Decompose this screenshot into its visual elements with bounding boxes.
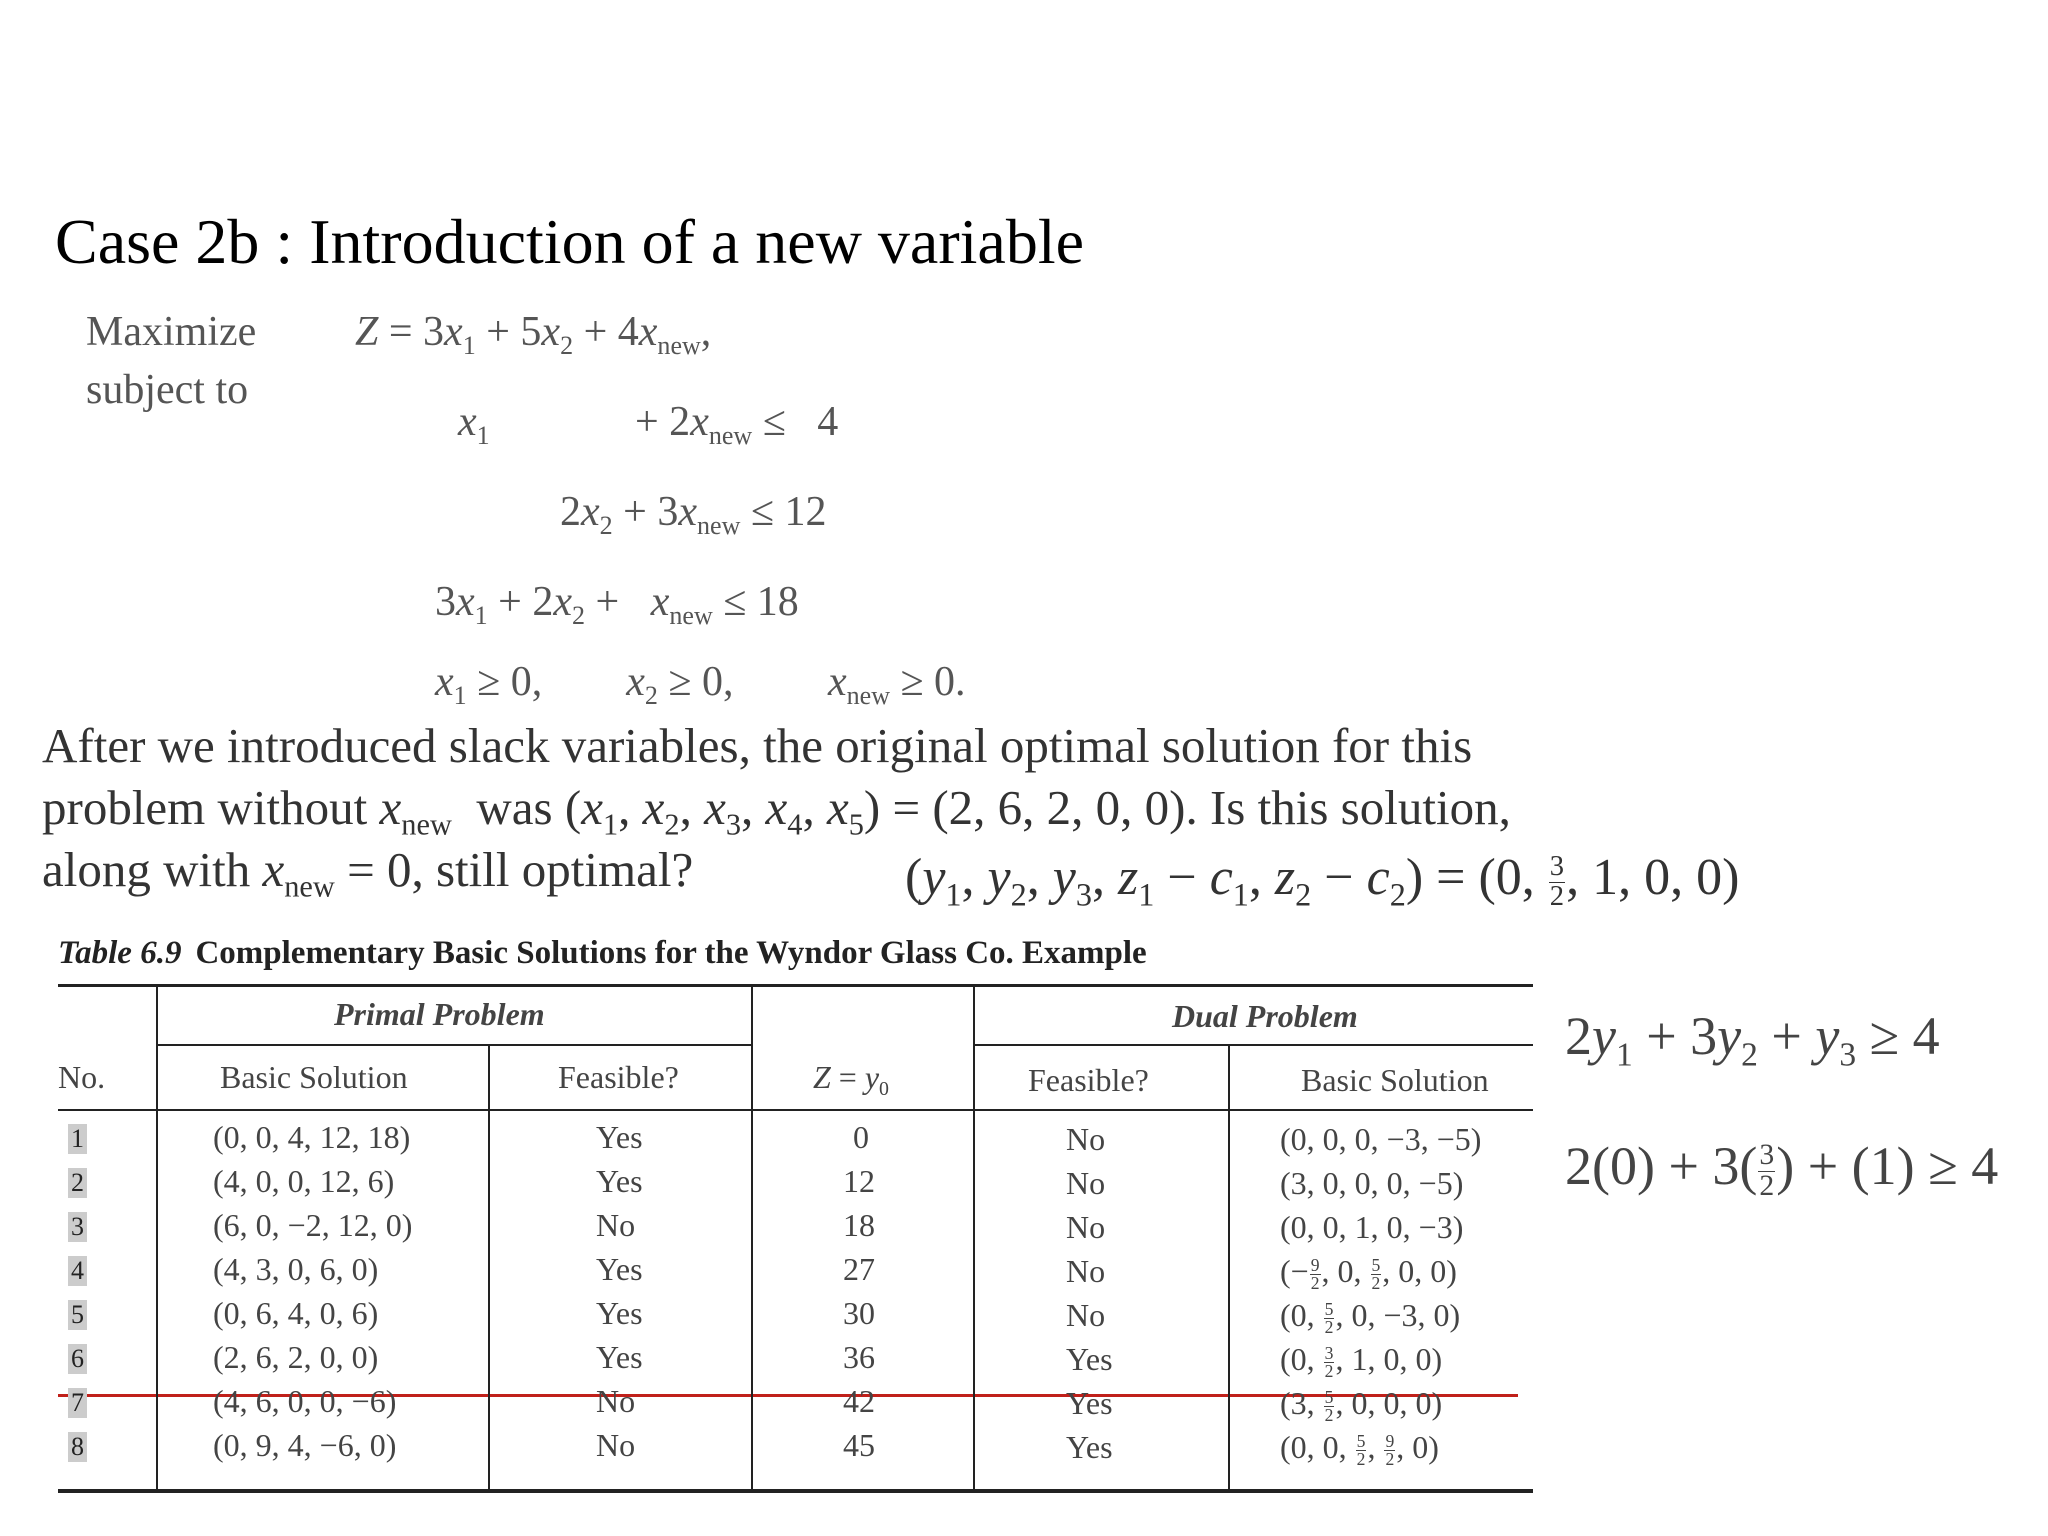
dual-basic-solution: (− $\frac{9}{2}$ , 0, $\frac{5}{2}$ , 0, 0): [1280, 1253, 1457, 1294]
primal-feasible: No: [596, 1427, 636, 1463]
primal-basic-solution: (0, 9, 4, −6, 0): [213, 1427, 397, 1463]
z-value: 42: [843, 1383, 875, 1419]
col-divider: [973, 984, 975, 1492]
primal-feasible: Yes: [596, 1119, 643, 1155]
dual-feasible: Yes: [1066, 1429, 1113, 1465]
paragraph-line-3: along with $x_{new} = 0$, still optimal?: [42, 842, 694, 904]
constraint-3: $3x_1 + 2x_2 + x_{new} \le 18$: [435, 579, 799, 631]
dual-constraint-check: $2y_1 + 3y_2 + y_3 \ge 4$: [1565, 1006, 1940, 1074]
z-value: 30: [843, 1295, 875, 1331]
col-divider: [751, 984, 753, 1492]
dual-feasible: Yes: [1066, 1341, 1113, 1377]
table-bottom-rule: [58, 1489, 1533, 1493]
col-divider: [156, 984, 158, 1492]
col-divider: [1228, 1044, 1230, 1492]
z-value: 36: [843, 1339, 875, 1375]
objective-function: $Z = 3x_1 + 5x_2 + 4x_{new}$,: [355, 309, 712, 361]
primal-basic-solution: (0, 0, 4, 12, 18): [213, 1119, 411, 1155]
dual-basic-solution: (0, $\frac{3}{2}$ , 1, 0, 0): [1280, 1341, 1443, 1382]
row-number: 6: [68, 1344, 87, 1374]
dual-basic-solution: (0, $\frac{5}{2}$ , 0, −3, 0): [1280, 1297, 1461, 1338]
header-primal-feasible: Feasible?: [558, 1059, 679, 1095]
dual-basic-solution: (0, 0, $\frac{5}{2}$ , $\frac{9}{2}$ , 0): [1280, 1429, 1439, 1470]
header-dual-basic-solution: Basic Solution: [1301, 1062, 1489, 1098]
primal-feasible: Yes: [596, 1295, 643, 1331]
row-number: 3: [68, 1212, 87, 1242]
table-top-rule: [58, 984, 1533, 987]
primal-header-rule: [158, 1044, 753, 1046]
dual-feasible: No: [1066, 1297, 1106, 1333]
primal-basic-solution: (4, 3, 0, 6, 0): [213, 1251, 379, 1287]
dual-feasible: No: [1066, 1165, 1106, 1201]
page-title: Case 2b : Introduction of a new variable: [55, 206, 1084, 277]
dual-header-rule: [975, 1044, 1533, 1046]
primal-basic-solution: (4, 0, 0, 12, 6): [213, 1163, 395, 1199]
primal-basic-solution: (6, 0, −2, 12, 0): [213, 1207, 413, 1243]
primal-feasible: Yes: [596, 1339, 643, 1375]
constraint-1-x1: $x_1$: [458, 399, 490, 451]
header-bottom-rule: [58, 1109, 1533, 1111]
primal-basic-solution: (0, 6, 4, 0, 6): [213, 1295, 379, 1331]
paragraph-line-1: After we introduced slack variables, the original optimal solution for this: [42, 718, 1473, 773]
header-no: No.: [58, 1059, 106, 1095]
z-value: 27: [843, 1251, 875, 1287]
z-value: 0: [853, 1119, 869, 1155]
row-number: 5: [68, 1300, 87, 1330]
header-primal-basic-solution: Basic Solution: [220, 1059, 408, 1095]
primal-problem-header: Primal Problem: [334, 996, 545, 1032]
row-number: 4: [68, 1256, 87, 1286]
maximize-label: Maximize: [86, 309, 257, 355]
z-value: 12: [843, 1163, 875, 1199]
dual-basic-solution: (0, 0, 0, −3, −5): [1280, 1121, 1482, 1157]
dual-constraint-evaluation: 2(0) + 3( $\frac{3}{2}$ ) + (1) ≥ 4: [1565, 1136, 1999, 1203]
col-divider: [488, 1044, 490, 1492]
row-number: 7: [68, 1388, 87, 1418]
row-number: 2: [68, 1168, 87, 1198]
row-number: 8: [68, 1432, 87, 1462]
header-dual-feasible: Feasible?: [1028, 1062, 1149, 1098]
primal-basic-solution: (4, 6, 0, 0, −6): [213, 1383, 397, 1419]
z-value: 45: [843, 1427, 875, 1463]
constraint-1-rhs: + $2x_{new} \le 4$: [635, 399, 839, 451]
paragraph-line-2: problem without $x_{new}$ was ($x_1$, $x_2$, $x_3$, $x_4$, $x_5) = (2$, 6, 2, 0, 0). Is this solution,: [42, 780, 1511, 842]
dual-feasible: Yes: [1066, 1385, 1113, 1421]
dual-feasible: No: [1066, 1253, 1106, 1289]
primal-basic-solution: (2, 6, 2, 0, 0): [213, 1339, 379, 1375]
dual-solution-equation: ($y_1$, $y_2$, $y_3$, $z_1 - c_1$, $z_2 - c_2) = (0$, $\frac{3}{2}$ , 1, 0, 0): [905, 849, 1740, 913]
nonnegativity-constraints: $x_1 \ge 0$, $x_2 \ge 0$, $x_{new} \ge 0$.: [435, 659, 966, 711]
dual-basic-solution: (0, 0, 1, 0, −3): [1280, 1209, 1464, 1245]
row-number: 1: [68, 1124, 87, 1154]
header-z-y0: $Z = y_0$: [813, 1059, 889, 1100]
constraint-2: $2x_2 + 3x_{new} \le 12$: [560, 489, 827, 541]
dual-basic-solution: (3, $\frac{5}{2}$ , 0, 0, 0): [1280, 1385, 1443, 1426]
primal-feasible: Yes: [596, 1163, 643, 1199]
z-value: 18: [843, 1207, 875, 1243]
dual-problem-header: Dual Problem: [1172, 998, 1358, 1034]
complementary-solutions-table: [58, 984, 1518, 1494]
dual-feasible: No: [1066, 1209, 1106, 1245]
primal-feasible: Yes: [596, 1251, 643, 1287]
dual-basic-solution: (3, 0, 0, 0, −5): [1280, 1165, 1464, 1201]
subject-to-label: subject to: [86, 367, 249, 413]
dual-feasible: No: [1066, 1121, 1106, 1157]
primal-feasible: No: [596, 1207, 636, 1243]
primal-feasible: No: [596, 1383, 636, 1419]
table-caption: Table 6.9 Complementary Basic Solutions for the Wyndor Glass Co. Example: [58, 935, 1147, 971]
